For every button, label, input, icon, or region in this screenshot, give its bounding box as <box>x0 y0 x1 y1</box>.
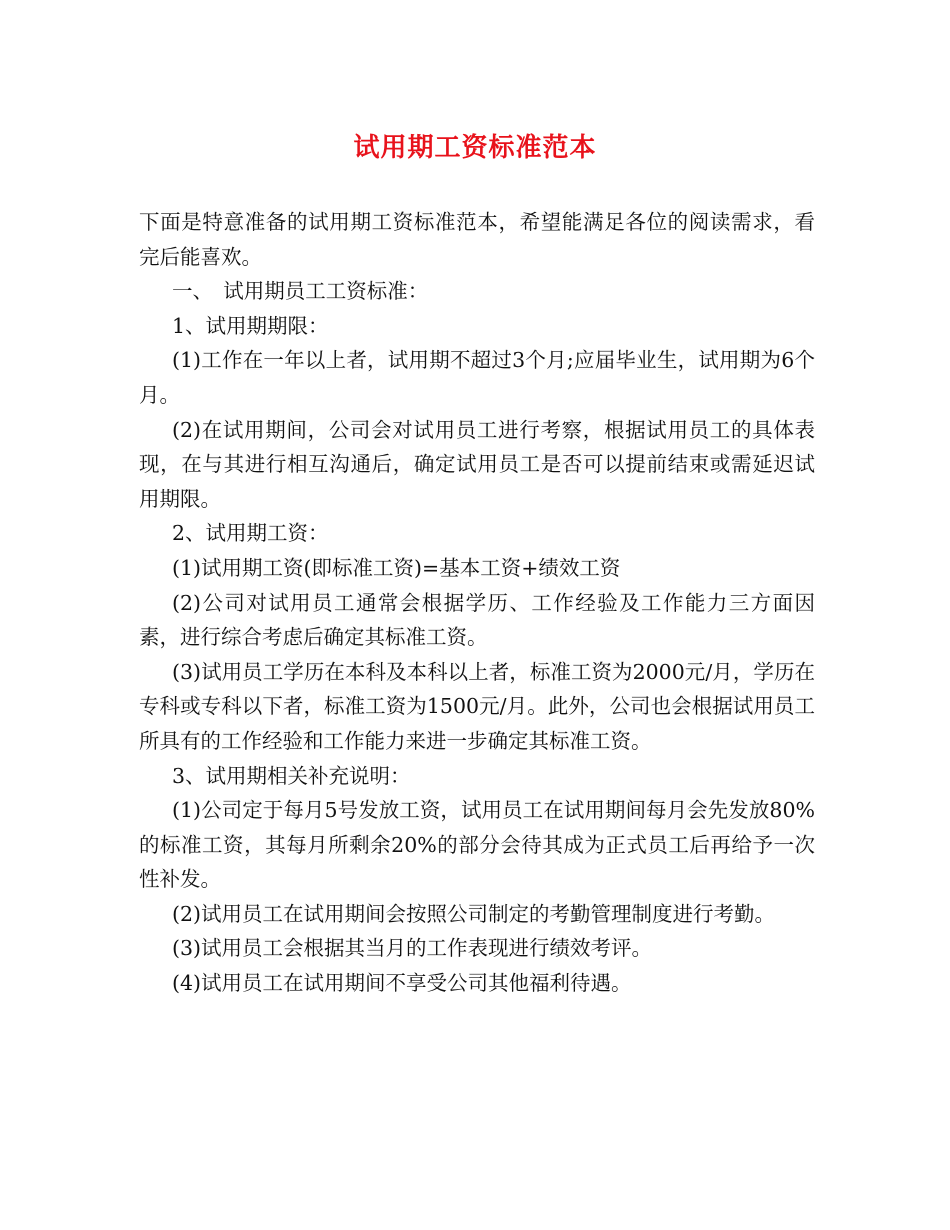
subsection-heading: 2、试用期工资： <box>172 521 329 546</box>
section-heading: 一、 试用期员工工资标准： <box>172 279 429 304</box>
paragraph: (2)在试用期间，公司会对试用员工进行考察，根据试用员工的具体表现，在与其进行相互沟通后，确定试用员工是否可以提前结束或需延迟试用期限。 <box>139 417 815 511</box>
subsection-heading: 3、试用期相关补充说明： <box>172 763 411 788</box>
subsection-heading: 1、试用期期限： <box>172 313 329 338</box>
paragraph: (1)公司定于每月5号发放工资，试用员工在试用期间每月会先发放80%的标准工资，其每月所剩余20%的部分会待其成为正式员工后再给予一次性补发。 <box>139 798 815 892</box>
intro-paragraph: 下面是特意准备的试用期工资标准范本，希望能满足各位的阅读需求，看完后能喜欢。 <box>139 210 815 269</box>
paragraph: (1)工作在一年以上者，试用期不超过3个月;应届毕业生，试用期为6个月。 <box>139 348 815 407</box>
paragraph: (4)试用员工在试用期间不享受公司其他福利待遇。 <box>172 971 632 996</box>
paragraph: (2)公司对试用员工通常会根据学历、工作经验及工作能力三方面因素，进行综合考虑后确定其标准工资。 <box>139 590 815 650</box>
paragraph: (2)试用员工在试用期间会按照公司制定的考勤管理制度进行考勤。 <box>172 901 776 926</box>
paragraph: (1)试用期工资(即标准工资)=基本工资+绩效工资 <box>172 555 621 580</box>
paragraph: (3)试用员工学历在本科及本科以上者，标准工资为2000元/月，学历在专科或专科以下者，标准工资为1500元/月。此外，公司也会根据试用员工所具有的工作经验和工作能力来进一步确定其标准工资。 <box>139 659 815 753</box>
document-title: 试用期工资标准范本 <box>353 133 597 163</box>
paragraph: (3)试用员工会根据其当月的工作表现进行绩效考评。 <box>172 936 653 961</box>
document-body <box>139 205 815 1001</box>
